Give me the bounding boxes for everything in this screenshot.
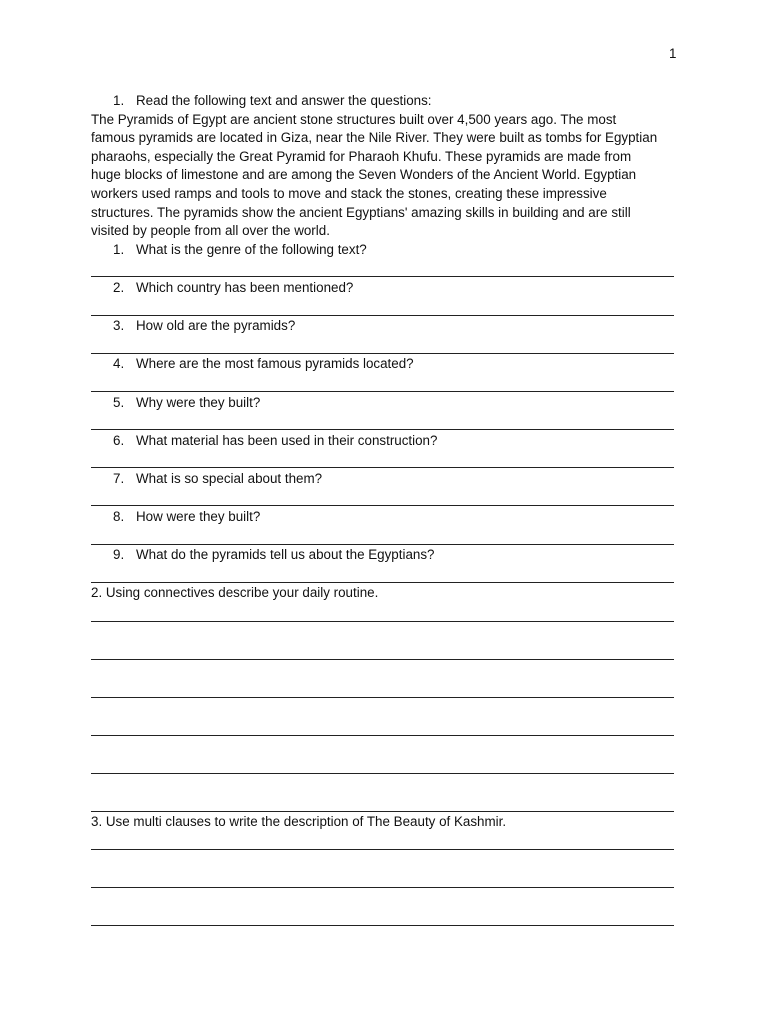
section-3-answer-lines <box>91 832 677 927</box>
question-text: What is the genre of the following text? <box>136 241 367 257</box>
passage-line: pharaohs, especially the Great Pyramid for Pharaoh Khufu. These pyramids are made from <box>91 148 632 164</box>
question-1 <box>91 241 677 260</box>
section-1-instruction <box>91 92 677 111</box>
question-number: 5. <box>113 394 125 410</box>
question-5 <box>91 394 677 413</box>
answer-line[interactable] <box>91 641 674 660</box>
instruction-number: 1. <box>113 93 125 108</box>
passage-line: workers used ramps and tools to move and stack the stones, creating these impressive <box>91 185 607 201</box>
answer-line[interactable] <box>91 488 674 506</box>
answer-line[interactable] <box>91 755 674 774</box>
passage-line: The Pyramids of Egypt are ancient stone structures built over 4,500 years ago. The most <box>91 111 617 127</box>
question-number: 8. <box>113 509 125 525</box>
question-7 <box>91 470 677 489</box>
answer-line[interactable] <box>91 870 674 889</box>
question-text: Which country has been mentioned? <box>136 279 354 295</box>
worksheet-content <box>91 92 677 926</box>
question-number: 1. <box>113 241 125 257</box>
answer-line[interactable] <box>91 336 674 354</box>
question-number: 7. <box>113 470 125 486</box>
question-2 <box>91 279 677 298</box>
answer-line[interactable] <box>91 908 674 927</box>
answer-line[interactable] <box>91 450 674 468</box>
answer-line[interactable] <box>91 679 674 698</box>
question-number: 4. <box>113 356 125 372</box>
question-number: 9. <box>113 547 125 563</box>
answer-line[interactable] <box>91 412 674 430</box>
reading-passage <box>91 111 677 241</box>
question-text: Why were they built? <box>136 394 261 410</box>
section-2-answer-lines <box>91 603 677 812</box>
question-3 <box>91 317 677 336</box>
question-text: What is so special about them? <box>136 470 323 486</box>
question-text: Where are the most famous pyramids located? <box>136 356 414 372</box>
answer-line[interactable] <box>91 717 674 736</box>
question-text: What do the pyramids tell us about the Egyptians? <box>136 547 435 563</box>
section-3-heading: 3. Use multi clauses to write the description of The Beauty of Kashmir. <box>91 814 507 830</box>
question-number: 2. <box>113 279 125 295</box>
answer-line[interactable] <box>91 832 674 851</box>
section-2-heading: 2. Using connectives describe your daily routine. <box>91 585 379 601</box>
answer-line[interactable] <box>91 259 674 277</box>
question-4 <box>91 355 677 374</box>
answer-line[interactable] <box>91 565 674 583</box>
question-number: 3. <box>113 318 125 334</box>
question-text: What material has been used in their construction? <box>136 432 438 448</box>
question-9 <box>91 546 677 565</box>
question-text: How were they built? <box>136 509 261 525</box>
passage-line: visited by people from all over the world. <box>91 223 330 239</box>
question-8 <box>91 508 677 527</box>
instruction-text: Read the following text and answer the questions: <box>136 93 432 108</box>
question-number: 6. <box>113 432 125 448</box>
comprehension-questions <box>91 241 677 583</box>
passage-line: huge blocks of limestone and are among the Seven Wonders of the Ancient World. Egyptian <box>91 167 637 183</box>
answer-line[interactable] <box>91 527 674 545</box>
answer-line[interactable] <box>91 374 674 392</box>
question-text: How old are the pyramids? <box>136 318 296 334</box>
question-6 <box>91 432 677 451</box>
answer-line[interactable] <box>91 298 674 316</box>
answer-line[interactable] <box>91 793 674 812</box>
page-number: 1 <box>669 46 677 61</box>
passage-line: famous pyramids are located in Giza, near the Nile River. They were built as tombs for Egyptian <box>91 130 658 146</box>
answer-line[interactable] <box>91 603 674 622</box>
passage-line: structures. The pyramids show the ancient Egyptians' amazing skills in building and are still <box>91 204 631 220</box>
